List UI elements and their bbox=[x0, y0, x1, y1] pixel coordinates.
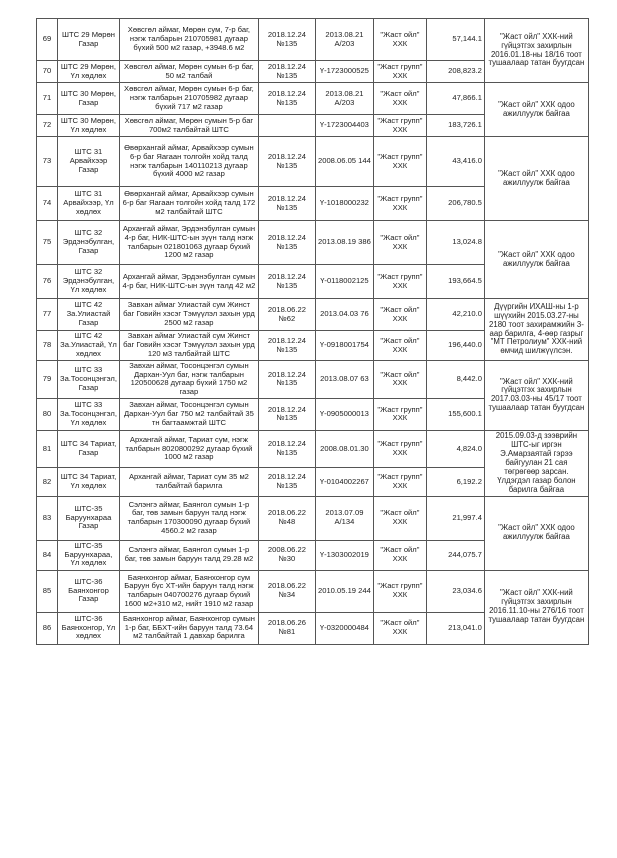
cell-note: 2015.09.03-д зээврийн ШТС-ыг иргэн Э.Амарзаятай гэрээ байгуулан 21 сая төгрөгөөр зарсан. Үлдэгдэл газар болон барилга байгаа bbox=[484, 430, 588, 496]
cell-desc: Хөвсгөл аймаг, Мөрөн сумын 5-р баг 700м2 талбайтай ШТС bbox=[119, 115, 258, 137]
cell-obj: ШТС 30 Мөрөн, Үл хөдлөх bbox=[58, 115, 120, 137]
cell-desc: Баянхонгор аймаг, Баянхонгор сумын 1-р баг, ББХТ-ийн баруун талд 73.64 м2 талбайтай 1 давхар барилга bbox=[119, 612, 258, 644]
cell-desc: Архангай аймаг, Эрдэнэбулган сумын 4-р баг, НИК-ШТС-ын зүүн талд нэгж талбарын 021801063 дугаар бүхий 1200 м2 газар bbox=[119, 221, 258, 265]
cell-amt: 8,442.0 bbox=[426, 361, 484, 399]
cell-org: "Жаст групп" ХХК bbox=[373, 61, 426, 83]
cell-d2: Ү-1303002019 bbox=[315, 540, 373, 570]
cell-d2: 2008.08.01.30 bbox=[315, 430, 373, 467]
cell-d2: Ү-0104002267 bbox=[315, 468, 373, 496]
cell-d1: 2018.12.24 №135 bbox=[258, 187, 315, 221]
cell-obj: ШТС 42 За.Улиастай Газар bbox=[58, 299, 120, 331]
cell-desc: Архангай аймаг, Тариат сум 35 м2 талбайтай барилга bbox=[119, 468, 258, 496]
cell-d2: 2008.06.05 144 bbox=[315, 137, 373, 187]
cell-note: Дүүргийн ИХАШ-ны 1-р шүүхийн 2015.03.27-ны 2180 тоот захирамжийн 3-аар барилга, 4-өөр газрыг "МТ Петролиум" ХХК-ний өмчид шилжүүлсэн. bbox=[484, 299, 588, 361]
cell-no: 71 bbox=[37, 83, 58, 115]
cell-no: 86 bbox=[37, 612, 58, 644]
cell-d2: Ү-1723000525 bbox=[315, 61, 373, 83]
cell-org: "Жаст групп" ХХК bbox=[373, 115, 426, 137]
cell-d2: 2013.08.07 63 bbox=[315, 361, 373, 399]
cell-obj: ШТС-36 Баянхонгор, Үл хөдлөх bbox=[58, 612, 120, 644]
cell-d2: Ү-1723004403 bbox=[315, 115, 373, 137]
cell-amt: 213,041.0 bbox=[426, 612, 484, 644]
cell-no: 78 bbox=[37, 331, 58, 361]
cell-amt: 42,210.0 bbox=[426, 299, 484, 331]
cell-no: 85 bbox=[37, 570, 58, 612]
cell-no: 73 bbox=[37, 137, 58, 187]
cell-note: "Жаст ойл" ХХК одоо ажиллуулж байгаа bbox=[484, 83, 588, 137]
table-row bbox=[37, 221, 589, 265]
table-row bbox=[37, 83, 589, 115]
cell-d2: 2010.05.19 244 bbox=[315, 570, 373, 612]
cell-obj: ШТС 31 Арвайхээр Газар bbox=[58, 137, 120, 187]
cell-org: "Жаст ойл" ХХК bbox=[373, 540, 426, 570]
cell-d1 bbox=[258, 115, 315, 137]
cell-note: "Жаст ойл" ХХК-ний гүйцэтгэх захирлын 2016.11.10-ны 276/16 тоот тушаалаар татан буугдсан bbox=[484, 570, 588, 644]
cell-obj: ШТС 30 Мөрөн, Газар bbox=[58, 83, 120, 115]
cell-obj: ШТС 29 Мөрөн, Үл хөдлөх bbox=[58, 61, 120, 83]
cell-desc: Архангай аймаг, Эрдэнэбулган сумын 4-р баг, НИК-ШТС-ын зүүн талд 42 м2 bbox=[119, 265, 258, 299]
table-row bbox=[37, 430, 589, 467]
cell-org: "Жаст ойл" ХХК bbox=[373, 331, 426, 361]
cell-amt: 43,416.0 bbox=[426, 137, 484, 187]
cell-no: 84 bbox=[37, 540, 58, 570]
cell-note: "Жаст ойл" ХХК одоо ажиллуулж байгаа bbox=[484, 137, 588, 221]
cell-obj: ШТС 32 Эрдэнэбулган, Үл хөдлөх bbox=[58, 265, 120, 299]
cell-d2: 2013.07.09 А/134 bbox=[315, 496, 373, 540]
cell-desc: Хөвсгөл аймаг, Мөрөн сумын 6-р баг, нэгж талбарын 210705982 дугаар бүхий 717 м2 газар bbox=[119, 83, 258, 115]
table-row bbox=[37, 299, 589, 331]
cell-desc: Баянхонгор аймаг, Баянхонгор сум Баруун бүс ХТ-ийн баруун талд нэгж талбарын 040700276 дугаар бүхий 1600 м2+310 м2, нийт 1910 м2 газар bbox=[119, 570, 258, 612]
cell-amt: 193,664.5 bbox=[426, 265, 484, 299]
cell-no: 76 bbox=[37, 265, 58, 299]
cell-no: 81 bbox=[37, 430, 58, 467]
cell-d1: 2018.12.24 №135 bbox=[258, 19, 315, 61]
cell-d2: 2013.04.03 76 bbox=[315, 299, 373, 331]
cell-d2: Ү-1018000232 bbox=[315, 187, 373, 221]
cell-d1: 2018.12.24 №135 bbox=[258, 468, 315, 496]
cell-desc: Завхан аймаг Улиастай сум Жинст баг Говийн хэсэг Тэмүүлэл захын урд 120 м3 талбайтай ШТС bbox=[119, 331, 258, 361]
table-row bbox=[37, 361, 589, 399]
cell-note: "Жаст ойл" ХХК-ний гүйцэтгэх захирлын 2017.03.03-ны 45/17 тоот тушаалаар татан буугдсан bbox=[484, 361, 588, 431]
cell-desc: Хөвсгөл аймаг, Мөрөн сум, 7-р баг, нэгж талбарын 210705981 дугаар бүхий 500 м2 газар, +3948.6 м2 bbox=[119, 19, 258, 61]
cell-org: "Жаст ойл" ХХК bbox=[373, 221, 426, 265]
cell-amt: 47,866.1 bbox=[426, 83, 484, 115]
cell-amt: 6,192.2 bbox=[426, 468, 484, 496]
cell-amt: 21,997.4 bbox=[426, 496, 484, 540]
cell-desc: Хөвсгөл аймаг, Мөрөн сумын 6-р баг, 50 м2 талбай bbox=[119, 61, 258, 83]
cell-org: "Жаст ойл" ХХК bbox=[373, 19, 426, 61]
cell-obj: ШТС-35 Баруунхараа, Үл хөдлөх bbox=[58, 540, 120, 570]
cell-no: 83 bbox=[37, 496, 58, 540]
cell-d1: 2018.12.24 №135 bbox=[258, 137, 315, 187]
cell-amt: 206,780.5 bbox=[426, 187, 484, 221]
cell-no: 75 bbox=[37, 221, 58, 265]
cell-d1: 2018.12.24 №135 bbox=[258, 83, 315, 115]
table-row bbox=[37, 570, 589, 612]
cell-d1: 2018.12.24 №135 bbox=[258, 221, 315, 265]
cell-org: "Жаст групп" ХХК bbox=[373, 570, 426, 612]
cell-org: "Жаст ойл" ХХК bbox=[373, 496, 426, 540]
cell-no: 82 bbox=[37, 468, 58, 496]
cell-d1: 2018.12.24 №135 bbox=[258, 265, 315, 299]
cell-amt: 196,440.0 bbox=[426, 331, 484, 361]
cell-desc: Завхан аймаг, Тосонцэнгэл сумын Дархан-Уул баг 750 м2 талбайтай 35 тн багтаамжтай ШТС bbox=[119, 398, 258, 430]
property-table bbox=[36, 18, 589, 645]
cell-d1: 2018.12.24 №135 bbox=[258, 331, 315, 361]
cell-no: 69 bbox=[37, 19, 58, 61]
cell-obj: ШТС 31 Арвайхээр, Үл хөдлөх bbox=[58, 187, 120, 221]
cell-obj: ШТС 34 Тариат, Үл хөдлөх bbox=[58, 468, 120, 496]
cell-desc: Сэлэнгэ аймаг, Баянгол сумын 1-р баг, төв замын баруун талд 29.28 м2 bbox=[119, 540, 258, 570]
cell-desc: Архангай аймаг, Тариат сум, нэгж талбарын 8020800292 дугаар бүхий 1000 м2 газар bbox=[119, 430, 258, 467]
cell-d1: 2018.12.24 №135 bbox=[258, 61, 315, 83]
cell-obj: ШТС 34 Тариат, Газар bbox=[58, 430, 120, 467]
cell-d2: Ү-0918001754 bbox=[315, 331, 373, 361]
cell-org: "Жаст групп" ХХК bbox=[373, 187, 426, 221]
cell-d1: 2018.06.26 №81 bbox=[258, 612, 315, 644]
cell-obj: ШТС 32 Эрдэнэбулган, Газар bbox=[58, 221, 120, 265]
cell-org: "Жаст групп" ХХК bbox=[373, 265, 426, 299]
cell-note: "Жаст ойл" ХХК одоо ажиллуулж байгаа bbox=[484, 221, 588, 299]
cell-amt: 208,823.2 bbox=[426, 61, 484, 83]
cell-org: "Жаст групп" ХХК bbox=[373, 468, 426, 496]
cell-no: 74 bbox=[37, 187, 58, 221]
cell-org: "Жаст ойл" ХХК bbox=[373, 299, 426, 331]
cell-desc: Сэлэнгэ аймаг, Баянгол сумын 1-р баг, төв замын баруун талд нэгж талбарын 170300090 дугаар бүхий 4560.2 м2 газар bbox=[119, 496, 258, 540]
cell-no: 72 bbox=[37, 115, 58, 137]
cell-amt: 13,024.8 bbox=[426, 221, 484, 265]
cell-amt: 244,075.7 bbox=[426, 540, 484, 570]
cell-amt: 155,600.1 bbox=[426, 398, 484, 430]
cell-d1: 2018.12.24 №135 bbox=[258, 361, 315, 399]
cell-obj: ШТС 42 За.Улиастай, Үл хөдлөх bbox=[58, 331, 120, 361]
table-row bbox=[37, 496, 589, 540]
cell-org: "Жаст ойл" ХХК bbox=[373, 361, 426, 399]
cell-d1: 2018.06.22 №48 bbox=[258, 496, 315, 540]
cell-obj: ШТС 33 За.Тосонцэнгэл, Газар bbox=[58, 361, 120, 399]
cell-amt: 183,726.1 bbox=[426, 115, 484, 137]
cell-obj: ШТС-35 Баруунхараа Газар bbox=[58, 496, 120, 540]
cell-amt: 4,824.0 bbox=[426, 430, 484, 467]
cell-d2: Ү-0320000484 bbox=[315, 612, 373, 644]
cell-d2: Ү-0118002125 bbox=[315, 265, 373, 299]
table-row bbox=[37, 19, 589, 61]
cell-d2: 2013.08.21 А/203 bbox=[315, 83, 373, 115]
cell-no: 70 bbox=[37, 61, 58, 83]
cell-org: "Жаст ойл" ХХК bbox=[373, 83, 426, 115]
cell-d1: 2018.12.24 №135 bbox=[258, 430, 315, 467]
cell-desc: Завхан аймаг, Тосонцэнгэл сумын Дархан-Уул баг, нэгж талбарын 120500628 дугаар бүхий 1750 м2 газар bbox=[119, 361, 258, 399]
cell-org: "Жаст групп" ХХК bbox=[373, 430, 426, 467]
cell-no: 77 bbox=[37, 299, 58, 331]
cell-no: 80 bbox=[37, 398, 58, 430]
cell-obj: ШТС-36 Баянхонгор Газар bbox=[58, 570, 120, 612]
cell-d2: 2013.08.21 А/203 bbox=[315, 19, 373, 61]
cell-note: "Жаст ойл" ХХК-ний гүйцэтгэх захирлын 2016.01.18-ны 18/16 тоот тушаалаар татан буугдсан bbox=[484, 19, 588, 83]
cell-desc: Өвөрхангай аймаг, Арвайхээр сумын 6-р баг Яагаан толгойн хойд талд нэгж талбарын 140110213 дугаар бүхий 4000 м2 газар bbox=[119, 137, 258, 187]
cell-amt: 57,144.1 bbox=[426, 19, 484, 61]
cell-no: 79 bbox=[37, 361, 58, 399]
cell-d1: 2018.12.24 №135 bbox=[258, 398, 315, 430]
cell-d2: 2013.08.19 386 bbox=[315, 221, 373, 265]
cell-org: "Жаст групп" ХХК bbox=[373, 137, 426, 187]
cell-d1: 2008.06.22 №30 bbox=[258, 540, 315, 570]
cell-note: "Жаст ойл" ХХК одоо ажиллуулж байгаа bbox=[484, 496, 588, 570]
cell-d2: Ү-0905000013 bbox=[315, 398, 373, 430]
cell-org: "Жаст групп" ХХК bbox=[373, 398, 426, 430]
cell-desc: Завхан аймаг Улиастай сум Жинст баг Говийн хэсэг Тэмүүлэл захын урд 2500 м2 газар bbox=[119, 299, 258, 331]
cell-desc: Өвөрхангай аймаг, Арвайхээр сумын 6-р баг Яагаан толгойн хойд талд 172 м2 талбайтай ШТС bbox=[119, 187, 258, 221]
cell-d1: 2018.06.22 №62 bbox=[258, 299, 315, 331]
table-row bbox=[37, 137, 589, 187]
cell-obj: ШТС 29 Мөрөн Газар bbox=[58, 19, 120, 61]
cell-org: "Жаст ойл" ХХК bbox=[373, 612, 426, 644]
cell-amt: 23,034.6 bbox=[426, 570, 484, 612]
cell-obj: ШТС 33 За.Тосонцэнгэл, Үл хөдлөх bbox=[58, 398, 120, 430]
cell-d1: 2018.06.22 №34 bbox=[258, 570, 315, 612]
